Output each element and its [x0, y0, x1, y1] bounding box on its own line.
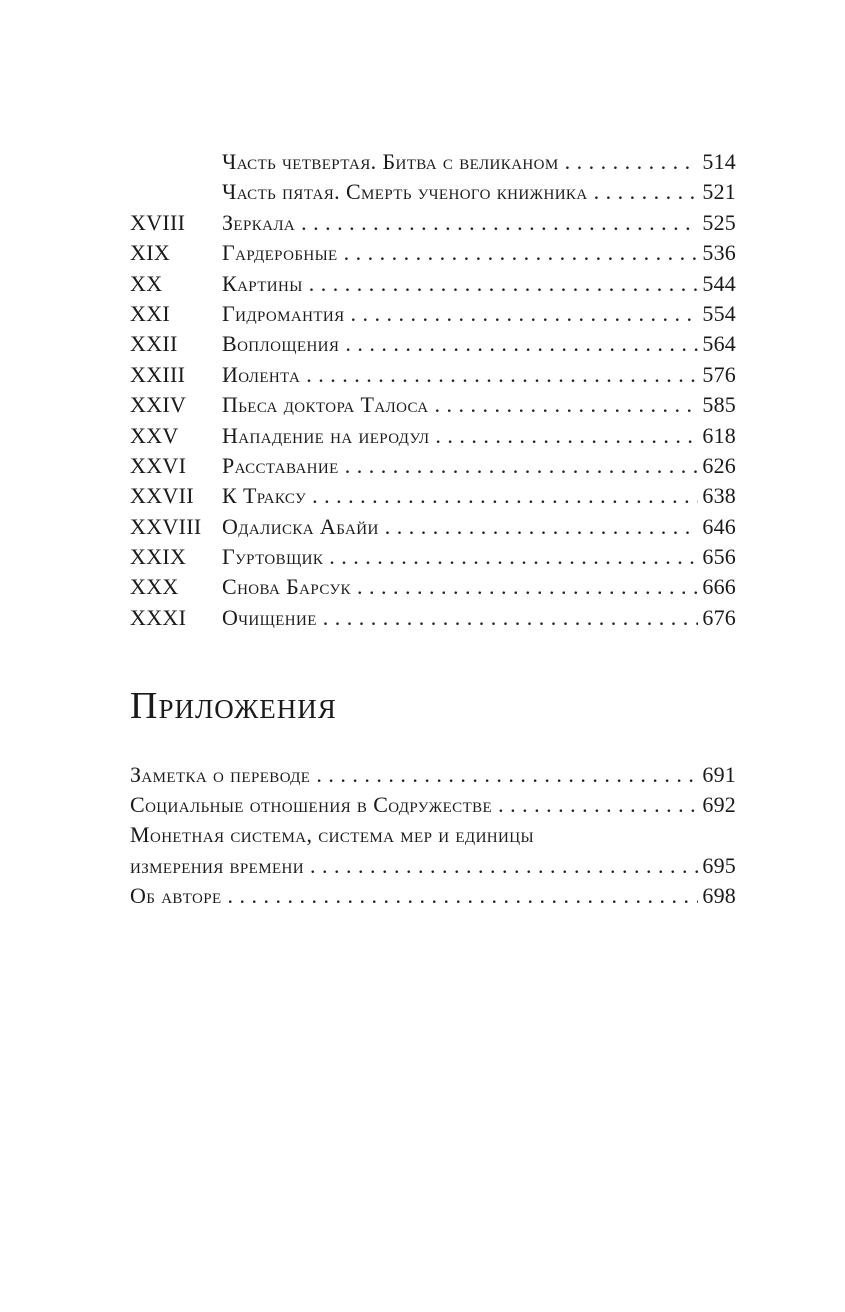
appendix-title-line: Монетная система, система мер и единицы [130, 822, 534, 848]
toc-entry [130, 299, 736, 329]
page-number: 676 [702, 604, 736, 630]
dot-leader [306, 360, 698, 390]
appendix-entry [130, 881, 736, 911]
dot-leader [228, 881, 699, 911]
chapter-number: XXX [130, 574, 179, 600]
chapter-number: XXVI [130, 452, 187, 478]
table-of-contents [130, 147, 736, 633]
appendix-heading: Приложения [130, 685, 337, 727]
toc-entry [130, 147, 736, 177]
toc-entry [130, 603, 736, 633]
toc-entry [130, 390, 736, 420]
page-number: 576 [702, 361, 736, 387]
chapter-title: К Траксу [222, 483, 307, 509]
dot-leader [434, 390, 698, 420]
chapter-number: XXV [130, 422, 179, 448]
toc-entry [130, 481, 736, 511]
toc-entry [130, 421, 736, 451]
page-number: 666 [702, 574, 736, 600]
page-number: 564 [702, 331, 736, 357]
chapter-number: XXVIII [130, 513, 202, 539]
chapter-number: XX [130, 270, 163, 296]
appendix-title: измерения времени [130, 852, 304, 878]
chapter-number: XIX [130, 240, 171, 266]
chapter-title: Гардеробные [222, 240, 338, 266]
chapter-title: Зеркала [222, 209, 296, 235]
page-number: 626 [702, 452, 736, 478]
toc-entry [130, 329, 736, 359]
chapter-title: Воплощения [222, 331, 340, 357]
chapter-title: Очищение [222, 604, 317, 630]
chapter-number: XXI [130, 300, 171, 326]
toc-entry [130, 512, 736, 542]
toc-entry [130, 572, 736, 602]
toc-entry [130, 542, 736, 572]
dot-leader [435, 421, 698, 451]
dot-leader [316, 760, 698, 790]
chapter-number: XXIX [130, 544, 187, 570]
dot-leader [323, 603, 699, 633]
chapter-title: Часть пятая. Смерть ученого книжника [222, 179, 588, 205]
dot-leader [351, 299, 699, 329]
toc-entry [130, 238, 736, 268]
page-number: 525 [702, 209, 736, 235]
page-number: 554 [702, 300, 736, 326]
dot-leader [565, 147, 699, 177]
chapter-title: Нападение на иеродул [222, 422, 430, 448]
chapter-number: XXIV [130, 392, 187, 418]
dot-leader [345, 329, 698, 359]
page-number: 692 [702, 792, 736, 818]
dot-leader [345, 451, 699, 481]
page-number: 695 [702, 852, 736, 878]
toc-entry [130, 269, 736, 299]
page-number: 691 [702, 762, 736, 787]
chapter-title: Часть четвертая. Битва с великаном [222, 149, 559, 174]
chapter-title: Иолента [222, 361, 301, 387]
dot-leader [498, 790, 698, 820]
chapter-title: Гуртовщик [222, 544, 324, 570]
chapter-title: Картины [222, 270, 303, 296]
chapter-title: Расставание [222, 452, 339, 478]
chapter-title: Снова Барсук [222, 574, 351, 600]
page-number: 521 [702, 179, 736, 205]
appendix-title: Социальные отношения в Содружестве [130, 792, 493, 818]
appendix-title: Заметка о переводе [130, 762, 311, 787]
page-number: 656 [702, 544, 736, 570]
chapter-number: XXII [130, 331, 178, 357]
appendix-entry [130, 760, 736, 790]
dot-leader [385, 512, 699, 542]
toc-entry [130, 177, 736, 207]
chapter-number: XXVII [130, 483, 194, 509]
chapter-number: XXIII [130, 361, 186, 387]
appendix-title: Об авторе [130, 882, 222, 908]
dot-leader [310, 851, 698, 881]
dot-leader [594, 177, 699, 207]
page-number: 544 [702, 270, 736, 296]
dot-leader [301, 208, 698, 238]
appendix-entry [130, 851, 736, 881]
toc-entry [130, 208, 736, 238]
dot-leader [329, 542, 698, 572]
page-number: 618 [702, 422, 736, 448]
appendix-list [130, 760, 736, 911]
page-number: 536 [702, 240, 736, 266]
dot-leader [344, 238, 699, 268]
dot-leader [312, 481, 698, 511]
page-number: 638 [702, 483, 736, 509]
dot-leader [309, 269, 699, 299]
page-number: 698 [702, 882, 736, 908]
chapter-title: Одалиска Абайи [222, 513, 379, 539]
chapter-number: XXXI [130, 604, 187, 630]
page-number: 514 [702, 149, 736, 174]
page-number: 646 [702, 513, 736, 539]
toc-entry [130, 360, 736, 390]
toc-entry [130, 451, 736, 481]
chapter-title: Пьеса доктора Талоса [222, 392, 429, 418]
chapter-number: XVIII [130, 209, 186, 235]
dot-leader [357, 572, 698, 602]
page-number: 585 [702, 392, 736, 418]
chapter-title: Гидромантия [222, 300, 345, 326]
appendix-entry [130, 790, 736, 820]
